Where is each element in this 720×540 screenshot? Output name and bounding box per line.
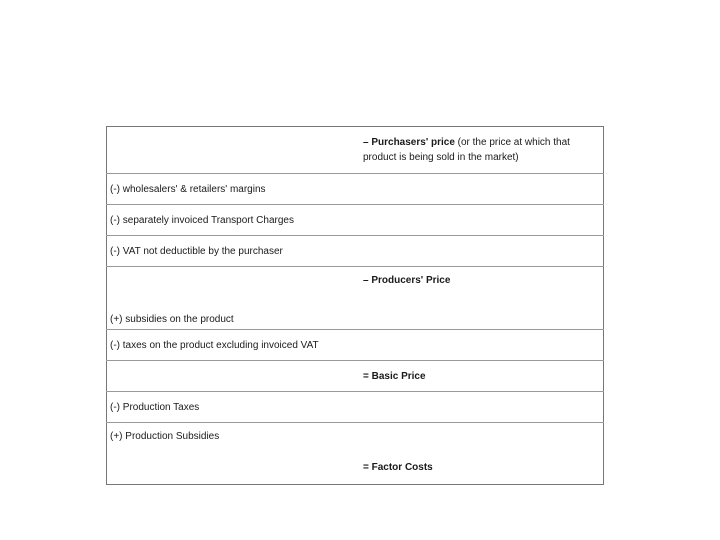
table-cell-left: (-) Production Taxes [107,392,359,423]
table-cell-left: (-) VAT not deductible by the purchaser [107,236,359,267]
price-derivation-table [106,126,604,485]
table-row [107,127,604,174]
basic-price-label: = Basic Price [358,361,604,392]
producers-price-label: – Producers' Price [358,267,604,330]
purchasers-price-label: – Purchasers' price [363,137,455,148]
table-row [107,267,604,330]
table-cell-left: (+) Production Subsidies [107,423,359,485]
table-cell-right [358,127,604,174]
table-cell-right [358,392,604,423]
table-cell-left [107,361,359,392]
table-cell-right [358,236,604,267]
table-cell-right [358,174,604,205]
purchasers-price-description: (or the price at which that product is being sold in the market) [363,137,570,163]
table-cell-left: (-) taxes on the product excluding invoiced VAT [107,330,359,361]
table-row [107,236,604,267]
table-cell-right [358,205,604,236]
table-row [107,392,604,423]
table-row [107,423,604,485]
table-cell-left: (+) subsidies on the product [107,267,359,330]
table-cell-left [107,127,359,174]
table-cell-left: (-) separately invoiced Transport Charges [107,205,359,236]
table-row [107,205,604,236]
factor-costs-label: = Factor Costs [358,423,604,485]
table-row [107,330,604,361]
table-row [107,361,604,392]
table-row [107,174,604,205]
table-cell-right [358,330,604,361]
table-cell-left: (-) wholesalers' & retailers' margins [107,174,359,205]
